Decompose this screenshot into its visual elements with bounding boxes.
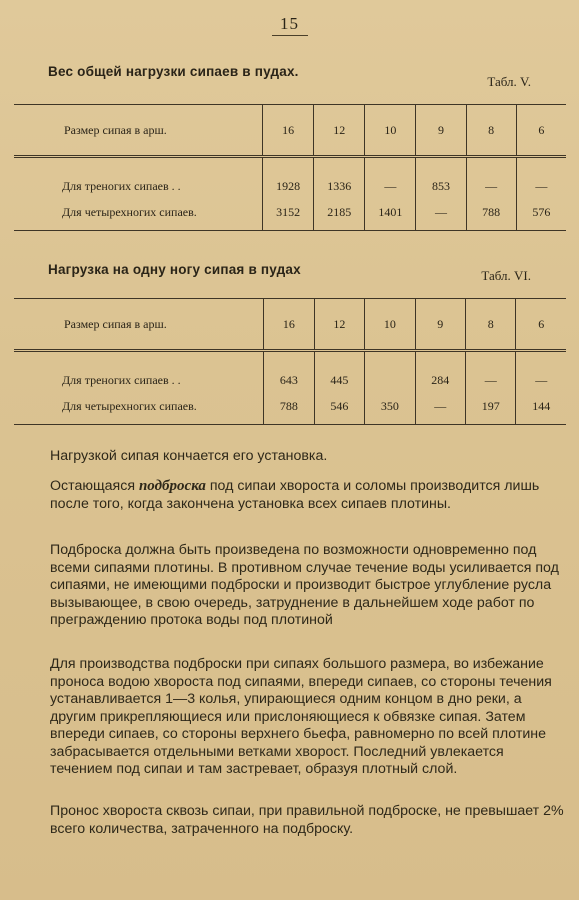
table-cell: 1401 (365, 200, 416, 231)
header-cell: 16 (263, 105, 314, 157)
table-row (14, 394, 566, 425)
header-cell: 6 (516, 299, 566, 351)
table-cell: 788 (466, 200, 516, 231)
table-cell: 853 (416, 157, 466, 201)
header-cell: 8 (466, 105, 516, 157)
table-cell: — (516, 157, 566, 201)
table-cell: — (416, 200, 466, 231)
header-cell: 12 (314, 105, 365, 157)
row-label: Для треногих сипаев . . (62, 178, 181, 193)
row-label: Для четырехногих сипаев. (62, 398, 197, 413)
paragraph-2-rest: под сипаи хвороста и соломы производится лишь после того, когда закончена установка всех сипаев плотины. (50, 478, 540, 512)
table-header-row (14, 299, 566, 351)
header-cell: 9 (415, 299, 465, 351)
row-label: Для треногих сипаев . . (62, 372, 181, 387)
table-cell: — (466, 351, 516, 395)
table-cell: 576 (516, 200, 566, 231)
table-cell: 284 (415, 351, 465, 395)
table-vi-title: Нагрузка на одну ногу сипая в пудах (48, 262, 301, 277)
paragraph-5: Пронос хвороста сквозь сипаи, при правильной подброске, не превышает 2% всего количества, затраченного на подброску. (50, 803, 564, 837)
table-cell: 546 (314, 394, 364, 425)
page-number-rule (272, 35, 308, 36)
paragraph-2-start: Остающаяся (50, 478, 139, 494)
table-cell: 1928 (263, 157, 314, 201)
table-vi-label: Табл. VI. (481, 268, 531, 283)
table-cell: 788 (264, 394, 314, 425)
header-cell: 9 (416, 105, 466, 157)
table-cell: 197 (466, 394, 516, 425)
table-cell: — (415, 394, 465, 425)
table-cell: 445 (314, 351, 364, 395)
header-cell: 10 (365, 105, 416, 157)
table-cell: 350 (365, 394, 415, 425)
emphasized-term: подброска (138, 478, 206, 494)
paragraph-4: Для производства подброски при сипаях большого размера, во избежание проноса водою хвороста под сипаями, впереди сипаев, со стороны течения устанавливается 1—3 колья, упирающиеся одним концом в дно реки, а другим прикрепляющиеся или прислоняющиеся к обвязке сипая. Затем впереди сипаев, со стороны верхнего бьефа, равномерно по всей плотине забрасывается отдельными ветками хворост. Последний увлекается течением под сипаи и там застревает, образуя плотный слой. (50, 656, 552, 777)
paragraph-1: Нагрузкой сипая кончается его установка. (50, 448, 328, 464)
table-cell (365, 351, 415, 395)
table-v-label: Табл. V. (487, 74, 531, 89)
paragraph-3: Подброска должна быть произведена по возможности одновременно под всеми сипаями плотины. В противном случае течение воды усиливается под сипаями, не имеющими подброски и производит быстрое углубление русла вызывающее, в свою очередь, затруднение в дальнейшем ходе работ по преграждению протока воды под плотиной (50, 542, 559, 628)
table-v-title: Вес общей нагрузки сипаев в пудах. (48, 64, 299, 79)
table-cell: 3152 (263, 200, 314, 231)
header-cell: Размер сипая в арш. (14, 105, 263, 157)
table-cell: — (466, 157, 516, 201)
header-cell: 12 (314, 299, 364, 351)
header-cell: 8 (466, 299, 516, 351)
header-cell: Размер сипая в арш. (14, 299, 264, 351)
table-row (14, 200, 566, 231)
table-cell: — (516, 351, 566, 395)
header-cell: 10 (365, 299, 415, 351)
row-label: Для четырехногих сипаев. (62, 204, 197, 219)
table-v (14, 104, 566, 231)
table-cell: — (365, 157, 416, 201)
table-cell: 643 (264, 351, 314, 395)
table-cell: 144 (516, 394, 566, 425)
table-vi (14, 298, 566, 425)
table-cell: 1336 (314, 157, 365, 201)
table-cell: 2185 (314, 200, 365, 231)
page-number: 15 (280, 14, 299, 33)
table-row (14, 351, 566, 395)
table-header-row (14, 105, 566, 157)
header-cell: 6 (516, 105, 566, 157)
header-cell: 16 (264, 299, 314, 351)
table-row (14, 157, 566, 201)
paragraph-2 (50, 478, 570, 513)
